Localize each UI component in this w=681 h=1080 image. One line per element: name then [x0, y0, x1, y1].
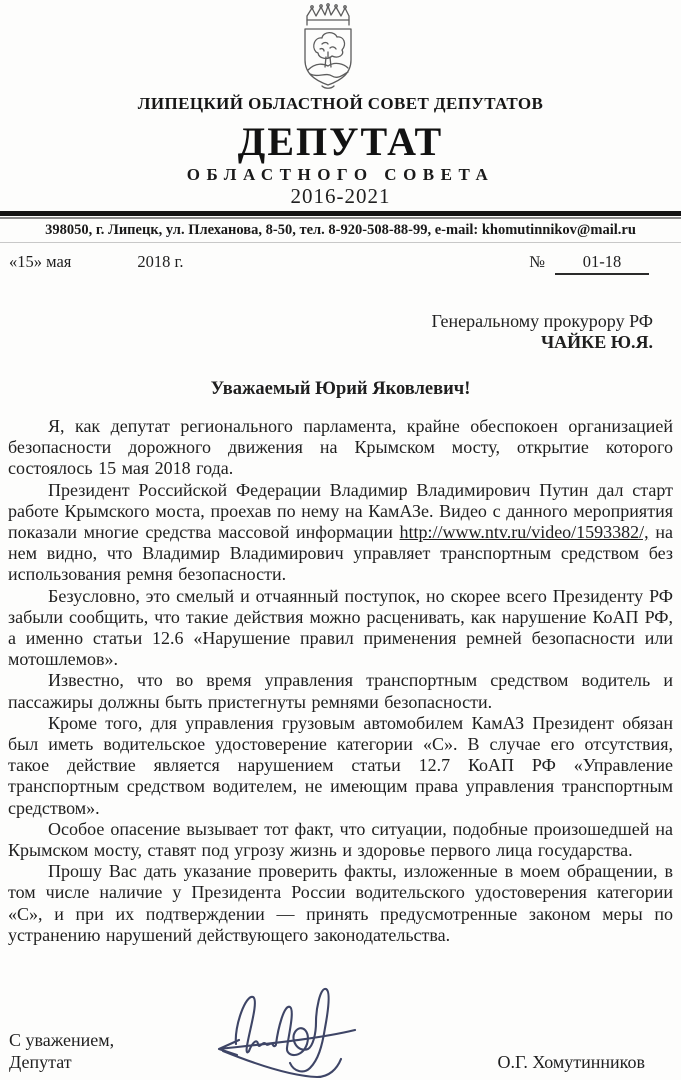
separator-bar-thin — [0, 217, 681, 219]
coat-of-arms-icon — [297, 3, 359, 89]
paragraph-6: Особое опасение вызывает тот факт, что ситуации, подобные произошедшей на Крымском мосту, ставят под угрозу жизнь и здоровье первого лица государства. — [8, 818, 673, 861]
video-link[interactable]: http://www.ntv.ru/video/1593382/, — [399, 522, 649, 543]
recipient-block — [0, 311, 653, 353]
separator-bar-thick — [0, 211, 681, 216]
closing-respectfully: С уважением, — [9, 1030, 115, 1050]
paragraph-2 — [8, 480, 673, 586]
closing-block — [9, 1029, 114, 1073]
handwritten-signature — [203, 982, 371, 1080]
number-value: 01-18 — [555, 252, 649, 275]
recipient-line2: ЧАЙКЕ Ю.Я. — [540, 332, 653, 352]
closing-position: Депутат — [9, 1052, 72, 1072]
letterhead-title: ДЕПУТАТ — [237, 119, 444, 164]
paragraph-5: Кроме того, для управления грузовым автомобилем КамАЗ Президент обязан был иметь водительское удостоверение категории «С». В случае его отсутствия, такое действие является нарушением статьи 12.7 КоАП РФ «Управление транспортным средством водителем, не имеющим права управления транспортным средством». — [8, 712, 673, 818]
salutation: Уважаемый Юрий Яковлевич! — [210, 379, 471, 399]
paragraph-2-text-after: на нем видно, что Владимир Владимирович управляет транспортным средством без использования ремня безопасности. — [8, 522, 674, 585]
contact-line: 398050, г. Липецк, ул. Плеханова, 8-50, тел. 8-920-508-88-99, e-mail: khomutinnikov@mail.ru — [45, 222, 636, 238]
recipient-line1: Генеральному прокурору РФ — [431, 311, 653, 331]
date-quoted: «15» мая — [9, 252, 72, 271]
reference-row — [9, 252, 649, 275]
separator-rule-light — [0, 242, 681, 243]
letter-body — [8, 416, 673, 946]
number-sign: № — [529, 252, 545, 271]
organization-name: ЛИПЕЦКИЙ ОБЛАСТНОЙ СОВЕТ ДЕПУТАТОВ — [137, 94, 544, 113]
paragraph-7: Прошу Вас дать указание проверить факты, изложенные в моем обращении, в том числе наличие у Президента России водительского удостоверения категории «С», и при их подтверждении — принять предусмотренные законом меры по устранению нарушений действующего законодательства. — [8, 861, 673, 945]
date-year: 2018 г. — [137, 252, 184, 271]
paragraph-4: Известно, что во время управления транспортным средством водитель и пассажиры должны быть пристегнуты ремнями безопасности. — [8, 670, 673, 712]
signer-name: О.Г. Хомутинников — [497, 1052, 645, 1072]
paragraph-2-text-before: Президент Российской Федерации Владимир Владимирович Путин дал старт работе Крымского моста, проехав по нему на КамАЗе. Видео с данного мероприятия показали многие средства массовой информации — [8, 479, 673, 543]
paragraph-1: Я, как депутат регионального парламента, крайне обеспокоен организацией безопасности дорожного движения на Крымском мосту, открытие которого состоялось 15 мая 2018 года. — [8, 416, 673, 479]
paragraph-3: Безусловно, это смелый и отчаянный поступок, но скорее всего Президенту РФ забыли сообщить, что такие действия можно расценивать, как нарушение КоАП РФ, а именно статьи 12.6 «Нарушение правил применения ремней безопасности или мотошлемов». — [8, 585, 673, 670]
letterhead-term: 2016-2021 — [290, 184, 391, 208]
letterhead-subtitle: ОБЛАСТНОГО СОВЕТА — [186, 165, 495, 184]
